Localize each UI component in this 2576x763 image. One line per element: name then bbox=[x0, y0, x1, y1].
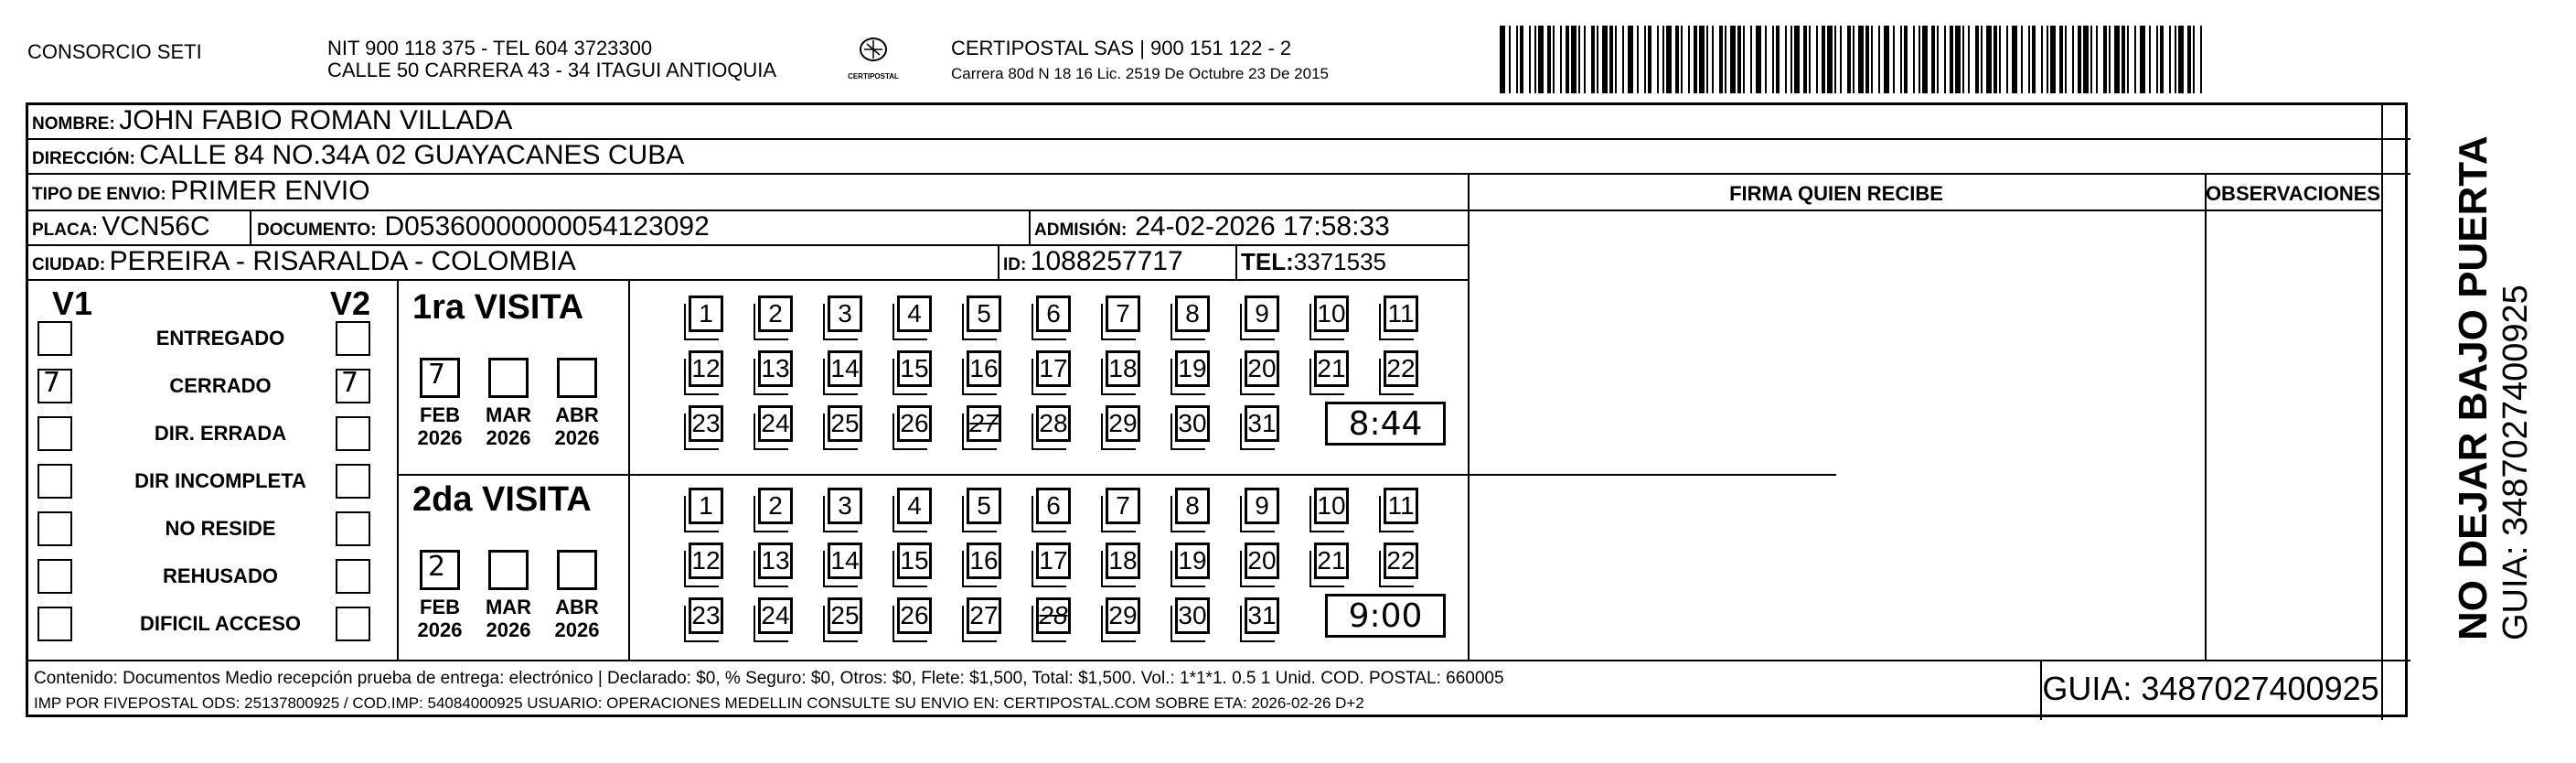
v1-checkbox[interactable] bbox=[37, 511, 72, 546]
status-label: NO RESIDE bbox=[165, 517, 276, 540]
day-box[interactable]: 1 bbox=[689, 296, 723, 332]
day-box[interactable]: 30 bbox=[1175, 405, 1210, 442]
month-name: MAR bbox=[485, 596, 532, 618]
delivery-form bbox=[26, 102, 2408, 717]
day-box[interactable]: 7 bbox=[1106, 488, 1140, 524]
day-box[interactable]: 10 bbox=[1314, 488, 1349, 524]
day-box[interactable]: 9 bbox=[1245, 488, 1279, 524]
month-checkbox[interactable] bbox=[557, 550, 597, 590]
v1-checkbox[interactable] bbox=[37, 369, 72, 403]
day-box[interactable]: 26 bbox=[897, 405, 932, 442]
day-box[interactable]: 28 bbox=[1036, 597, 1071, 634]
day-box[interactable]: 31 bbox=[1245, 597, 1279, 634]
v2-checkbox[interactable] bbox=[336, 369, 370, 403]
side-guia-text: GUIA: 3487027400925 bbox=[2496, 285, 2535, 640]
divider bbox=[1235, 244, 1237, 279]
divider bbox=[28, 660, 2410, 661]
barcode bbox=[1500, 26, 2213, 93]
month-checkbox[interactable] bbox=[420, 550, 460, 590]
footer-line-2: IMP POR FIVEPOSTAL ODS: 25137800925 / COD.IMP: 54084000925 USUARIO: OPERACIONES MEDELLIN CONSULTE SU ENVIO EN: CERTIPOSTAL.COM SOBRE ETA: 2026-02-26 D+2 bbox=[34, 694, 1364, 712]
day-box[interactable]: 12 bbox=[689, 543, 723, 579]
firma-header: FIRMA QUIEN RECIBE bbox=[1729, 182, 1943, 205]
day-box[interactable]: 15 bbox=[897, 543, 932, 579]
day-box[interactable]: 21 bbox=[1314, 350, 1349, 387]
tel-value: 3371535 bbox=[1293, 248, 1386, 275]
check-mark: 7 bbox=[341, 367, 359, 399]
day-box[interactable]: 10 bbox=[1314, 296, 1349, 332]
month-name: FEB bbox=[420, 596, 460, 618]
day-box[interactable]: 20 bbox=[1245, 543, 1279, 579]
day-box[interactable]: 13 bbox=[758, 350, 793, 387]
status-label: CERRADO bbox=[169, 374, 272, 397]
day-box[interactable]: 12 bbox=[689, 350, 723, 387]
status-label: DIFICIL ACCESO bbox=[139, 612, 301, 635]
ciudad-label: CIUDAD: bbox=[32, 255, 106, 274]
v2-checkbox[interactable] bbox=[336, 607, 370, 641]
footer-line-1: Contenido: Documentos Medio recepción prueba de entrega: electrónico | Declarado: $0, % Seguro: $0, Otros: $0, Flete: $1,500, Total: $1,500. Vol.: 1*1*1. 0.5 1 Unid. COD. POSTAL: 660005 bbox=[34, 669, 1504, 688]
admision-label: ADMISIÓN: bbox=[1034, 220, 1128, 240]
day-box[interactable]: 6 bbox=[1036, 488, 1071, 524]
day-box[interactable]: 17 bbox=[1036, 350, 1071, 387]
id-label: ID: bbox=[1003, 255, 1027, 274]
documento-label: DOCUMENTO: bbox=[257, 220, 377, 240]
direccion-value: CALLE 84 NO.34A 02 GUAYACANES CUBA bbox=[139, 140, 685, 170]
day-box[interactable]: 1 bbox=[689, 488, 723, 524]
day-box[interactable]: 25 bbox=[828, 597, 862, 634]
company-name: CONSORCIO SETI bbox=[27, 40, 202, 63]
day-box[interactable]: 23 bbox=[689, 597, 723, 634]
day-box[interactable]: 4 bbox=[897, 488, 932, 524]
month-year: 2026 bbox=[486, 618, 531, 641]
day-box[interactable]: 9 bbox=[1245, 296, 1279, 332]
visita2-title: 2da VISITA bbox=[412, 480, 592, 519]
divider bbox=[1468, 210, 2381, 211]
carrier-line-2: Carrera 80d N 18 16 Lic. 2519 De Octubre 23 De 2015 bbox=[951, 65, 1329, 82]
barcode-bar bbox=[2202, 26, 2206, 93]
month-year: 2026 bbox=[486, 426, 531, 449]
day-box[interactable]: 8 bbox=[1175, 488, 1210, 524]
divider bbox=[397, 474, 1836, 476]
month-year: 2026 bbox=[554, 426, 600, 449]
certipostal-logo bbox=[841, 35, 905, 90]
day-box[interactable]: 27 bbox=[967, 405, 1001, 442]
day-box[interactable]: 22 bbox=[1384, 543, 1418, 579]
day-box[interactable]: 23 bbox=[689, 405, 723, 442]
day-box[interactable]: 5 bbox=[967, 296, 1001, 332]
visit-time: 8:44 bbox=[1325, 402, 1446, 446]
day-box[interactable]: 14 bbox=[828, 350, 862, 387]
month-name: ABR bbox=[555, 403, 599, 426]
v1-header: V1 bbox=[52, 285, 93, 322]
day-box[interactable]: 18 bbox=[1106, 543, 1140, 579]
month-checkbox[interactable] bbox=[488, 550, 529, 590]
ciudad-value: PEREIRA - RISARALDA - COLOMBIA bbox=[109, 246, 576, 276]
divider bbox=[628, 279, 630, 660]
status-label: DIR. ERRADA bbox=[154, 422, 287, 445]
day-box[interactable]: 5 bbox=[967, 488, 1001, 524]
status-label: DIR INCOMPLETA bbox=[134, 469, 306, 492]
day-box[interactable]: 30 bbox=[1175, 597, 1210, 634]
day-box[interactable]: 22 bbox=[1384, 350, 1418, 387]
day-box[interactable]: 7 bbox=[1106, 296, 1140, 332]
nombre-label: NOMBRE: bbox=[32, 114, 115, 134]
day-box[interactable]: 3 bbox=[828, 296, 862, 332]
logo-icon bbox=[855, 35, 892, 68]
month-checkbox[interactable] bbox=[488, 358, 529, 398]
day-box[interactable]: 4 bbox=[897, 296, 932, 332]
month-name: FEB bbox=[420, 403, 460, 426]
month-year: 2026 bbox=[417, 426, 463, 449]
admision-value: 24-02-2026 17:58:33 bbox=[1135, 211, 1390, 242]
guia-number: GUIA: 3487027400925 bbox=[2042, 670, 2379, 707]
month-checkbox[interactable] bbox=[420, 358, 460, 398]
day-box[interactable]: 29 bbox=[1106, 597, 1140, 634]
day-box[interactable]: 17 bbox=[1036, 543, 1071, 579]
logo-text: CERTIPOSTAL bbox=[848, 72, 899, 81]
month-mark: 2 bbox=[428, 551, 446, 583]
v2-checkbox[interactable] bbox=[336, 321, 370, 356]
direccion-label: DIRECCIÓN: bbox=[32, 149, 135, 168]
day-box[interactable]: 31 bbox=[1245, 405, 1279, 442]
v2-checkbox[interactable] bbox=[336, 559, 370, 594]
v2-checkbox[interactable] bbox=[336, 416, 370, 451]
day-box[interactable]: 13 bbox=[758, 543, 793, 579]
day-box[interactable]: 21 bbox=[1314, 543, 1349, 579]
day-box[interactable]: 18 bbox=[1106, 350, 1140, 387]
placa-label: PLACA: bbox=[32, 220, 98, 240]
day-box[interactable]: 29 bbox=[1106, 405, 1140, 442]
address-line: CALLE 50 CARRERA 43 - 34 ITAGUI ANTIOQUIA bbox=[327, 59, 777, 81]
status-label: ENTREGADO bbox=[155, 327, 285, 349]
divider bbox=[1029, 210, 1031, 244]
v1-checkbox[interactable] bbox=[37, 464, 72, 499]
v1-checkbox[interactable] bbox=[37, 559, 72, 594]
day-box[interactable]: 27 bbox=[967, 597, 1001, 634]
tipo-value: PRIMER ENVIO bbox=[170, 176, 370, 206]
divider bbox=[2381, 105, 2383, 720]
day-box[interactable]: 24 bbox=[758, 597, 793, 634]
v2-checkbox[interactable] bbox=[336, 464, 370, 499]
v1-checkbox[interactable] bbox=[37, 607, 72, 641]
check-mark: 7 bbox=[43, 367, 61, 399]
day-box[interactable]: 19 bbox=[1175, 350, 1210, 387]
day-box[interactable]: 2 bbox=[758, 488, 793, 524]
day-box[interactable]: 25 bbox=[828, 405, 862, 442]
no-dejar-text: NO DEJAR BAJO PUERTA bbox=[2451, 135, 2496, 640]
divider bbox=[1468, 173, 1470, 660]
day-box[interactable]: 24 bbox=[758, 405, 793, 442]
day-box[interactable]: 15 bbox=[897, 350, 932, 387]
day-box[interactable]: 16 bbox=[967, 350, 1001, 387]
visita1-title: 1ra VISITA bbox=[412, 288, 584, 327]
tel-label: TEL: bbox=[1241, 248, 1294, 275]
day-box[interactable]: 2 bbox=[758, 296, 793, 332]
day-box[interactable]: 28 bbox=[1036, 405, 1071, 442]
day-box[interactable]: 8 bbox=[1175, 296, 1210, 332]
day-box[interactable]: 11 bbox=[1384, 296, 1418, 332]
tipo-label: TIPO DE ENVIO: bbox=[32, 185, 166, 204]
divider bbox=[397, 279, 399, 660]
status-label: REHUSADO bbox=[163, 564, 278, 587]
visit-time: 9:00 bbox=[1325, 594, 1446, 638]
v1-checkbox[interactable] bbox=[37, 416, 72, 451]
v2-checkbox[interactable] bbox=[336, 511, 370, 546]
carrier-line-1: CERTIPOSTAL SAS | 900 151 122 - 2 bbox=[951, 37, 1292, 59]
month-name: MAR bbox=[485, 403, 532, 426]
month-mark: 7 bbox=[428, 359, 446, 391]
month-checkbox[interactable] bbox=[557, 358, 597, 398]
v1-checkbox[interactable] bbox=[37, 321, 72, 356]
nit-line: NIT 900 118 375 - TEL 604 3723300 bbox=[327, 37, 653, 59]
documento-value: D05360000000054123092 bbox=[384, 211, 710, 242]
day-box[interactable]: 19 bbox=[1175, 543, 1210, 579]
divider bbox=[2205, 173, 2207, 660]
day-box[interactable]: 20 bbox=[1245, 350, 1279, 387]
divider bbox=[998, 244, 999, 279]
day-box[interactable]: 16 bbox=[967, 543, 1001, 579]
divider bbox=[250, 210, 251, 244]
month-name: ABR bbox=[555, 596, 599, 618]
id-value: 1088257717 bbox=[1030, 246, 1183, 276]
day-box[interactable]: 26 bbox=[897, 597, 932, 634]
observaciones-header: OBSERVACIONES bbox=[2205, 182, 2381, 205]
month-year: 2026 bbox=[417, 618, 463, 641]
nombre-value: JOHN FABIO ROMAN VILLADA bbox=[119, 105, 513, 135]
side-warning bbox=[2451, 135, 2536, 640]
placa-value: VCN56C bbox=[102, 211, 210, 242]
day-box[interactable]: 6 bbox=[1036, 296, 1071, 332]
month-year: 2026 bbox=[554, 618, 600, 641]
day-box[interactable]: 3 bbox=[828, 488, 862, 524]
v2-header: V2 bbox=[330, 285, 371, 322]
day-box[interactable]: 11 bbox=[1384, 488, 1418, 524]
day-box[interactable]: 14 bbox=[828, 543, 862, 579]
